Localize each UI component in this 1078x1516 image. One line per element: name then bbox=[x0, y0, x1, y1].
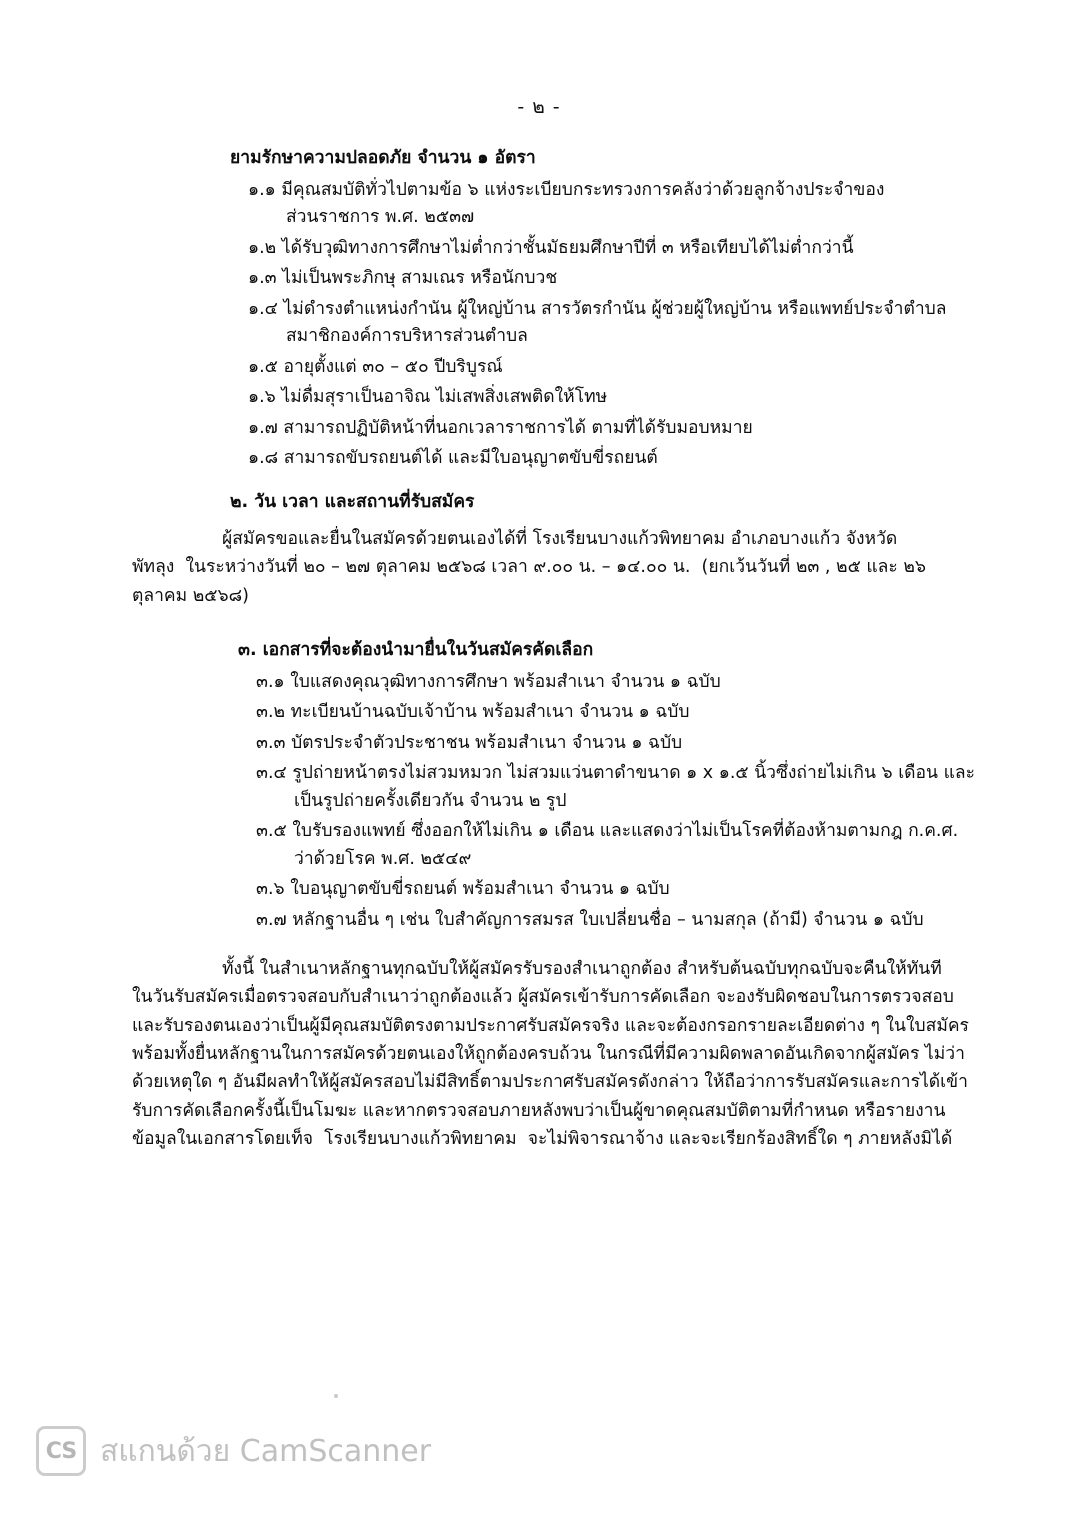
qualifications-list bbox=[132, 179, 982, 468]
list-item bbox=[248, 237, 982, 258]
list-item-continuation: สมาชิกองค์การบริหารส่วนตำบล bbox=[286, 326, 528, 346]
paragraph-line: ในวันรับสมัครเมื่อตรวจสอบกับสำเนาว่าถูกต้องแล้ว ผู้สมัครเข้ารับการคัดเลือก จะองรับผิดชอบในการตรวจสอบ bbox=[132, 987, 954, 1008]
list-item-label: ๑.๖ bbox=[248, 387, 276, 407]
list-item bbox=[256, 732, 982, 753]
paragraph-line: ทั้งนี้ ในสำเนาหลักฐานทุกฉบับให้ผู้สมัครรับรองสำเนาถูกต้อง สำหรับต้นฉบับทุกฉบับจะคืนให้ทันที bbox=[222, 959, 942, 980]
list-item bbox=[256, 881, 982, 899]
section-2-paragraph bbox=[132, 525, 982, 610]
camscanner-logo-icon: CS bbox=[36, 1426, 86, 1476]
list-item-text: ใบรับรองแพทย์ ซึ่งออกให้ไม่เกิน ๑ เดือน และแสดงว่าไม่เป็นโรคที่ต้องห้ามตามกฎ ก.ค.ศ. bbox=[292, 821, 959, 842]
list-item bbox=[256, 823, 982, 868]
list-item-text: ไม่ดำรงตำแหน่งกำนัน ผู้ใหญ่บ้าน สารวัตรกำนัน ผู้ช่วยผู้ใหญ่บ้าน หรือแพทย์ประจำตำบล bbox=[283, 298, 947, 319]
list-item-text: สามารถปฏิบัติหน้าที่นอกเวลาราชการได้ ตามที่ได้รับมอบหมาย bbox=[283, 417, 753, 438]
list-item-text: ทะเบียนบ้านฉบับเจ้าบ้าน พร้อมสำเนา จำนวน ๑ ฉบับ bbox=[290, 702, 690, 723]
top-heading: ยามรักษาความปลอดภัย จำนวน ๑ อัตรา bbox=[230, 148, 536, 168]
list-item-text: อายุตั้งแต่ ๓๐ – ๕๐ ปีบริบูรณ์ bbox=[283, 356, 503, 377]
list-item bbox=[256, 909, 982, 930]
paragraph-line: ผู้สมัครขอและยื่นในสมัครด้วยตนเองได้ที่ โรงเรียนบางแก้วพิทยาคม อำเภอบางแก้ว จังหวัด bbox=[222, 529, 898, 549]
list-item bbox=[248, 389, 982, 407]
paragraph-line: ตุลาคม ๒๕๖๘) bbox=[132, 585, 249, 606]
list-item-text: บัตรประจำตัวประชาชน พร้อมสำเนา จำนวน ๑ ฉบับ bbox=[291, 732, 683, 753]
list-item-label: ๑.๘ bbox=[248, 448, 279, 468]
documents-list bbox=[132, 671, 982, 930]
document-content bbox=[0, 150, 1078, 1153]
list-item-text: ใบแสดงคุณวุฒิทางการศึกษา พร้อมสำเนา จำนวน ๑ ฉบับ bbox=[290, 671, 721, 692]
paragraph-line: พัทลุง ในระหว่างวันที่ ๒๐ – ๒๗ ตุลาคม ๒๕๖๘ เวลา ๙.๐๐ น. – ๑๔.๐๐ น. (ยกเว้นวันที่ ๒๓ , ๒๕ และ ๒๖ bbox=[132, 557, 927, 578]
paragraph-line: รับการคัดเลือกครั้งนี้เป็นโมฆะ และหากตรวจสอบภายหลังพบว่าเป็นผู้ขาดคุณสมบัติตามที่กำหนด หรือรายงาน bbox=[132, 1100, 946, 1121]
list-item-text: สามารถขับรถยนต์ได้ และมีใบอนุญาตขับขี่รถยนต์ bbox=[283, 448, 658, 468]
scan-artifact-dot bbox=[334, 1394, 338, 1398]
list-item-text: มีคุณสมบัติทั่วไปตามข้อ ๖ แห่งระเบียบกระทรวงการคลังว่าด้วยลูกจ้างประจำของ bbox=[281, 179, 885, 200]
closing-paragraph bbox=[132, 955, 982, 1153]
list-item-text: หลักฐานอื่น ๆ เช่น ใบสำคัญการสมรส ใบเปลี่ยนชื่อ – นามสกุล (ถ้ามี) จำนวน ๑ ฉบับ bbox=[292, 909, 924, 930]
page-number: - ๒ - bbox=[517, 96, 561, 118]
list-item-continuation: ว่าด้วยโรค พ.ศ. ๒๕๔๙ bbox=[294, 848, 472, 869]
list-item-continuation: เป็นรูปถ่ายครั้งเดียวกัน จำนวน ๒ รูป bbox=[294, 790, 567, 811]
paragraph-line: ด้วยเหตุใด ๆ อันมีผลทำให้ผู้สมัครสอบไม่มีสิทธิ์ตามประกาศรับสมัครดังกล่าว ให้ถือว่าการรับสมัครและการได้เข้า bbox=[132, 1072, 968, 1093]
list-item-label: ๑.๗ bbox=[248, 417, 278, 438]
list-item bbox=[256, 765, 982, 810]
list-item bbox=[248, 298, 982, 346]
paragraph-line: และรับรองตนเองว่าเป็นผู้มีคุณสมบัติตรงตามประกาศรับสมัครจริง และจะต้องกรอกรายละเอียดต่าง ๆ ในใบสมัคร bbox=[132, 1015, 969, 1036]
list-item-label: ๑.๕ bbox=[248, 356, 278, 377]
section-3-heading: ๓. เอกสารที่จะต้องนำมายื่นในวันสมัครคัดเลือก bbox=[238, 640, 594, 661]
list-item bbox=[256, 704, 982, 722]
list-item-label: ๑.๓ bbox=[248, 268, 277, 288]
paragraph-line: ข้อมูลในเอกสารโดยเท็จ โรงเรียนบางแก้วพิทยาคม จะไม่พิจารณาจ้าง และจะเรียกร้องสิทธิ์ใด ๆ ภายหลังมิได้ bbox=[132, 1129, 953, 1150]
list-item-continuation: ส่วนราชการ พ.ศ. ๒๕๓๗ bbox=[286, 207, 475, 227]
list-item-label: ๓.๖ bbox=[256, 879, 285, 900]
list-item bbox=[248, 450, 982, 468]
list-item bbox=[248, 270, 982, 288]
list-item-text: ได้รับวุฒิทางการศึกษาไม่ต่ำกว่าชั้นมัธยมศึกษาปีที่ ๓ หรือเทียบได้ไม่ต่ำกว่านี้ bbox=[281, 237, 854, 258]
list-item-label: ๓.๔ bbox=[256, 763, 287, 784]
list-item-text: รูปถ่ายหน้าตรงไม่สวมหมวก ไม่สวมแว่นตาดำขนาด ๑ x ๑.๕ นิ้วซึ่งถ่ายไม่เกิน ๖ เดือน และ bbox=[292, 763, 975, 784]
list-item bbox=[256, 671, 982, 692]
list-item-label: ๓.๑ bbox=[256, 671, 285, 692]
list-item bbox=[248, 417, 982, 438]
list-item-text: ไม่เป็นพระภิกษุ สามเณร หรือนักบวช bbox=[282, 268, 558, 288]
camscanner-watermark bbox=[36, 1426, 431, 1476]
list-item-label: ๑.๒ bbox=[248, 237, 277, 258]
list-item bbox=[248, 356, 982, 377]
paragraph-line: พร้อมทั้งยื่นหลักฐานในการสมัครด้วยตนเองให้ถูกต้องครบถ้วน ในกรณีที่มีความผิดพลาดอันเกิดจากผู้สมัคร ไม่ว่า bbox=[132, 1044, 965, 1065]
list-item-label: ๓.๒ bbox=[256, 702, 286, 723]
section-2-heading: ๒. วัน เวลา และสถานที่รับสมัคร bbox=[230, 491, 475, 512]
list-item-label: ๓.๕ bbox=[256, 821, 287, 842]
camscanner-watermark-text: สแกนด้วย CamScanner bbox=[100, 1433, 432, 1469]
list-item-label: ๑.๔ bbox=[248, 298, 278, 319]
list-item-label: ๓.๓ bbox=[256, 732, 286, 753]
list-item-text: ใบอนุญาตขับขี่รถยนต์ พร้อมสำเนา จำนวน ๑ ฉบับ bbox=[290, 879, 670, 900]
list-item-text: ไม่ดื่มสุราเป็นอาจิณ ไม่เสพสิ่งเสพติดให้โทษ bbox=[281, 387, 608, 407]
list-item-label: ๑.๑ bbox=[248, 179, 276, 200]
list-item bbox=[248, 179, 982, 227]
list-item-label: ๓.๗ bbox=[256, 909, 287, 930]
